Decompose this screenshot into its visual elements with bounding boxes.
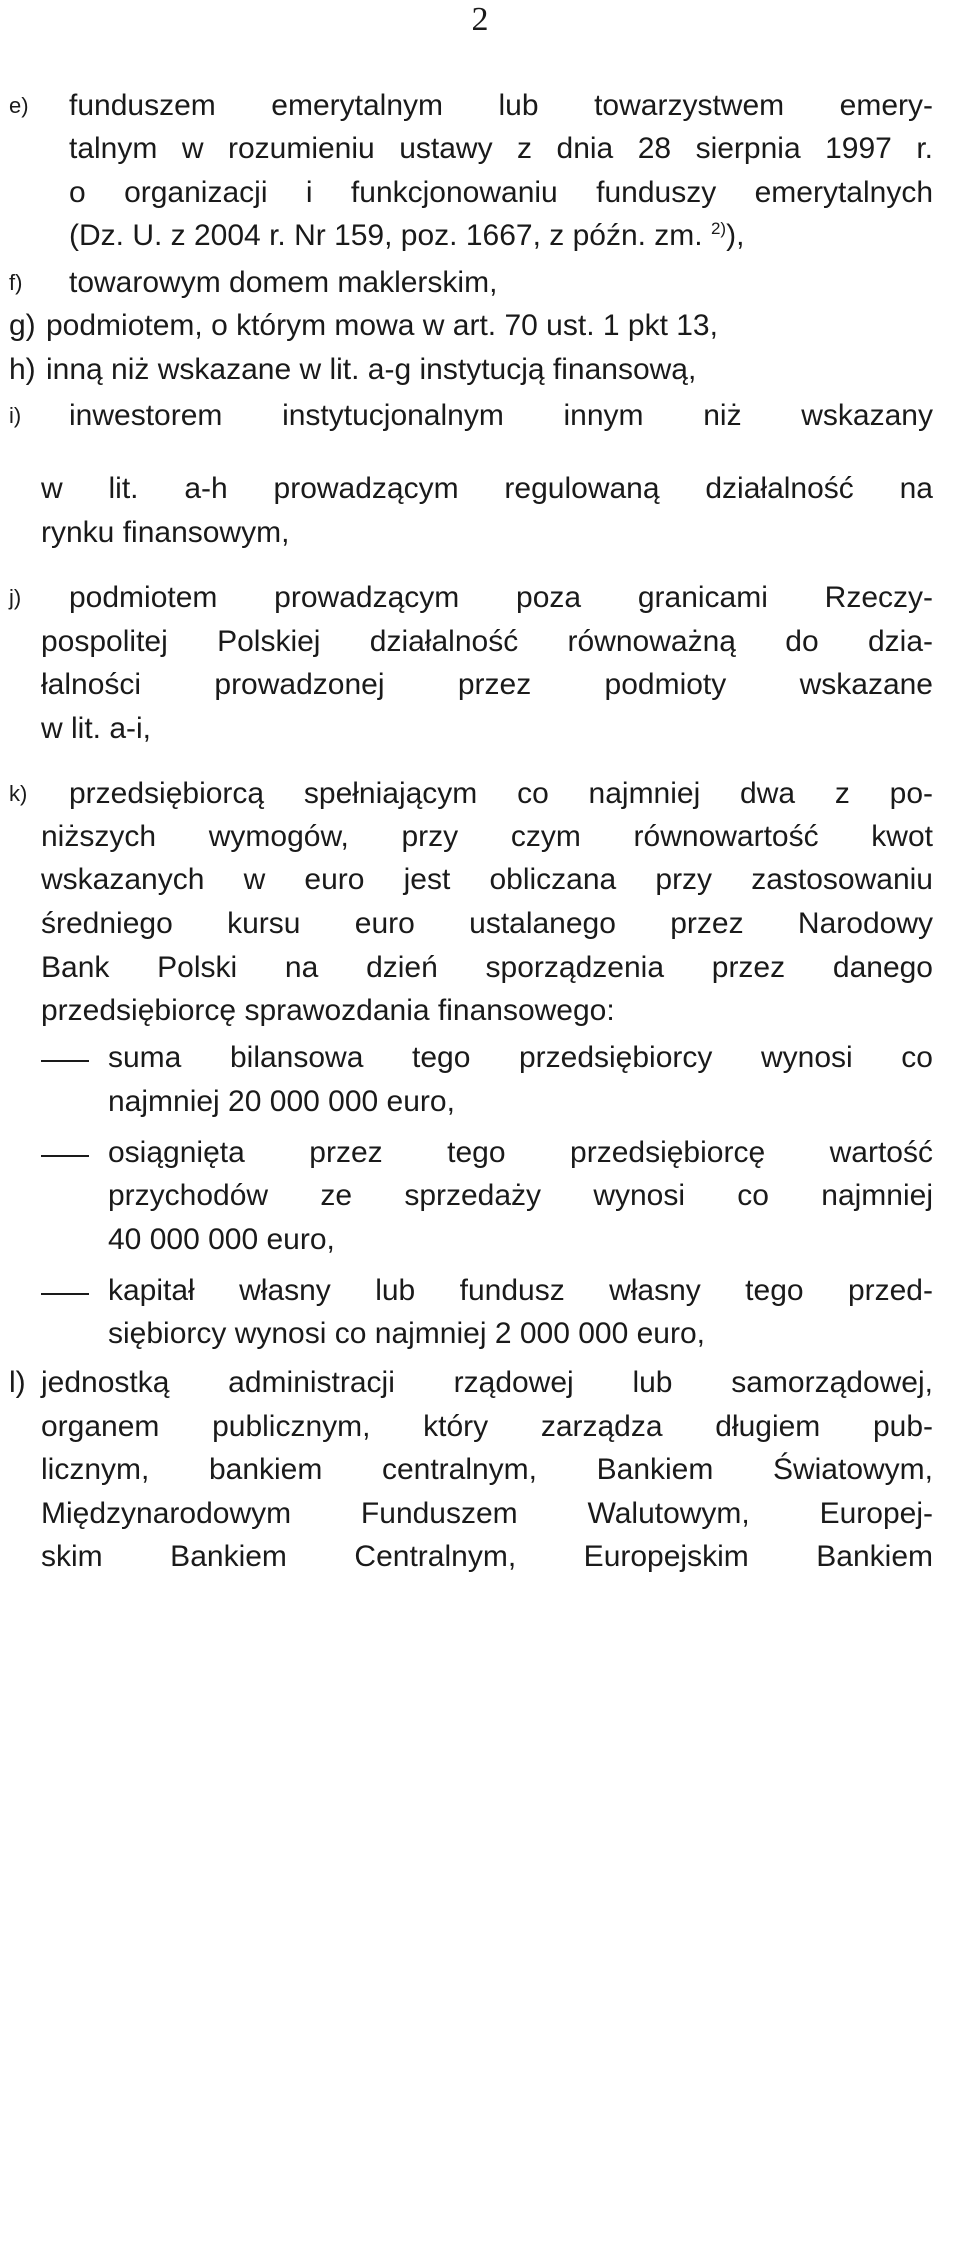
item-label-g: g) xyxy=(9,309,36,342)
item-f-line-1: towarowym domem maklerskim, xyxy=(69,266,498,299)
dash-item-1-line-2: najmniej 20 000 000 euro, xyxy=(108,1085,455,1118)
footnote-marker: 2) xyxy=(710,219,727,238)
item-j-line-1: podmiotem prowadzącym poza granicami Rzeczy- xyxy=(69,581,933,614)
item-label-f: f) xyxy=(9,270,23,295)
dash-bullet xyxy=(41,1155,89,1157)
dash-item-1-line-1: suma bilansowa tego przedsiębiorcy wynosi co xyxy=(108,1041,933,1074)
item-g-line-1: podmiotem, o którym mowa w art. 70 ust. 1 pkt 13, xyxy=(46,309,718,342)
item-e-line-4-text: (Dz. U. z 2004 r. Nr 159, poz. 1667, z późn. zm. xyxy=(69,219,703,252)
item-e-line-4 xyxy=(69,218,744,254)
item-label-l: l) xyxy=(9,1366,26,1399)
item-j-line-3: łalności prowadzonej przez podmioty wskazane xyxy=(41,668,933,701)
item-e-line-1: funduszem emerytalnym lub towarzystwem emery- xyxy=(69,89,933,122)
item-k-line-3: wskazanych w euro jest obliczana przy zastosowaniu xyxy=(41,863,933,896)
item-l-line-1: jednostką administracji rządowej lub samorządowej, xyxy=(41,1366,933,1399)
item-e-line-2: talnym w rozumieniu ustawy z dnia 28 sierpnia 1997 r. xyxy=(69,132,933,165)
item-k-line-4: średniego kursu euro ustalanego przez Narodowy xyxy=(41,907,933,940)
dash-item-2-line-2: przychodów ze sprzedaży wynosi co najmniej xyxy=(108,1179,933,1212)
item-j-line-2: pospolitej Polskiej działalność równoważną do dzia- xyxy=(41,625,933,658)
item-i-line-2: w lit. a-h prowadzącym regulowaną działalność na xyxy=(41,472,933,505)
item-l-line-4: Międzynarodowym Funduszem Walutowym, Europej- xyxy=(41,1497,933,1530)
dash-item-3-line-2: siębiorcy wynosi co najmniej 2 000 000 euro, xyxy=(108,1317,705,1350)
item-i-line-1: inwestorem instytucjonalnym innym niż wskazany xyxy=(69,399,933,432)
item-label-k: k) xyxy=(9,781,28,806)
item-k-line-6: przedsiębiorcę sprawozdania finansowego: xyxy=(41,994,615,1027)
item-label-h: h) xyxy=(9,353,36,386)
dash-bullet xyxy=(41,1293,89,1295)
item-e-line-3: o organizacji i funkcjonowaniu funduszy emerytalnych xyxy=(69,176,933,209)
item-h-line-1: inną niż wskazane w lit. a-g instytucją finansową, xyxy=(46,353,697,386)
dash-item-2-line-1: osiągnięta przez tego przedsiębiorcę wartość xyxy=(108,1136,933,1169)
item-k-line-5: Bank Polski na dzień sporządzenia przez danego xyxy=(41,951,933,984)
item-l-line-5: skim Bankiem Centralnym, Europejskim Bankiem xyxy=(41,1540,933,1573)
item-i-line-3: rynku finansowym, xyxy=(41,516,290,549)
item-e-tail: ), xyxy=(726,219,745,252)
item-label-i: i) xyxy=(9,403,22,428)
item-k-line-1: przedsiębiorcą spełniającym co najmniej dwa z po- xyxy=(69,777,933,810)
dash-bullet xyxy=(41,1060,89,1062)
item-l-line-2: organem publicznym, który zarządza długiem pub- xyxy=(41,1410,933,1443)
item-k-line-2: niższych wymogów, przy czym równowartość kwot xyxy=(41,820,933,853)
dash-item-2-line-3: 40 000 000 euro, xyxy=(108,1223,335,1256)
item-label-j: j) xyxy=(9,585,22,610)
dash-item-3-line-1: kapitał własny lub fundusz własny tego przed- xyxy=(108,1274,933,1307)
page-number: 2 xyxy=(471,1,489,38)
item-l-line-3: licznym, bankiem centralnym, Bankiem Światowym, xyxy=(41,1453,933,1486)
item-j-line-4: w lit. a-i, xyxy=(41,712,152,745)
item-label-e: e) xyxy=(9,93,29,118)
